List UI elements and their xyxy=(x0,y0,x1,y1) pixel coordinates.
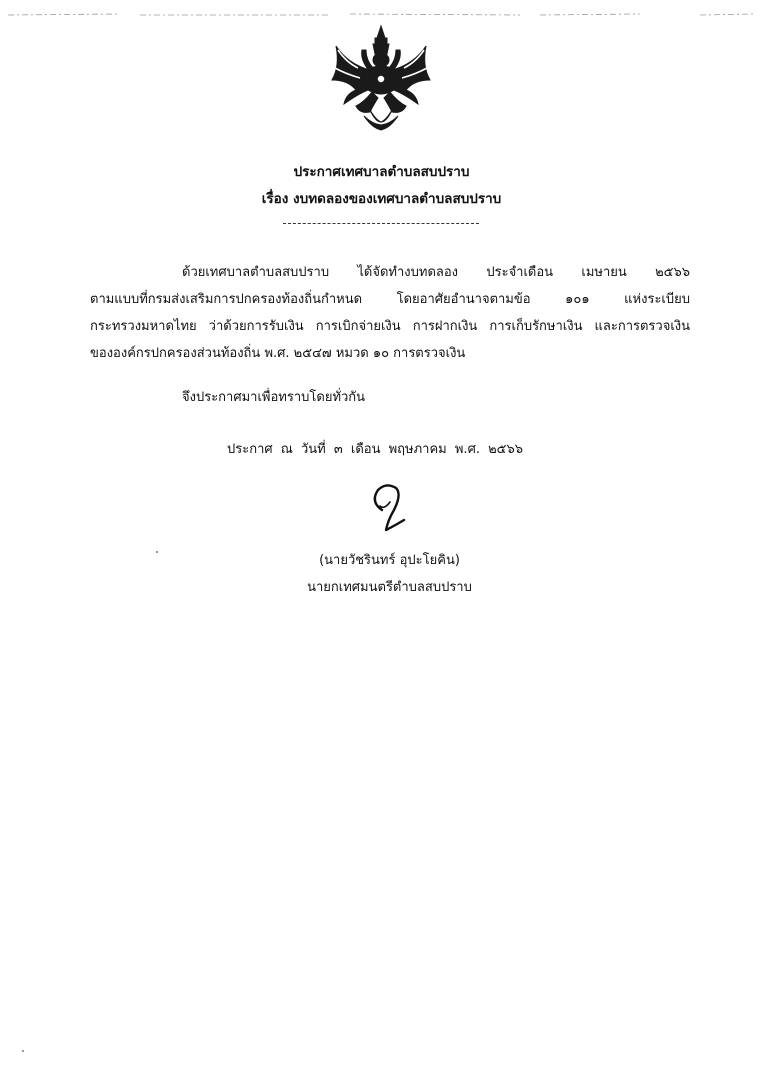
closing-statement: จึงประกาศมาเพื่อทราบโดยทั่วกัน xyxy=(182,390,366,405)
announcement-subject: เรื่อง งบทดลองของเทศบาลตำบลสบปราบ xyxy=(261,191,502,207)
title-divider xyxy=(283,223,479,224)
handwritten-signature xyxy=(364,480,414,540)
garuda-emblem-icon xyxy=(326,24,436,136)
scan-speck xyxy=(156,551,158,553)
signer-name: (นายวัชรินทร์ อุปะโยคิน) xyxy=(319,553,460,568)
body-line: กระทรวงมหาดไทย ว่าด้วยการรับเงิน การเบิกจ่ายเงิน การฝากเงิน การเก็บรักษาเงิน และการตรวจเงิน xyxy=(90,319,690,334)
body-line: ตามแบบที่กรมส่งเสริมการปกครองท้องถิ่นกำหนด โดยอาศัยอำนาจตามข้อ ๑๐๑ แห่งระเบียบ xyxy=(90,292,690,307)
announcement-title: ประกาศเทศบาลตำบลสบปราบ xyxy=(293,164,470,180)
signer-position: นายกเทศมนตรีตำบลสบปราบ xyxy=(307,580,472,595)
body-line: ขององค์กรปกครองส่วนท้องถิ่น พ.ศ. ๒๕๔๗ หมวด ๑๐ การตรวจเงิน xyxy=(90,346,466,361)
body-line: ด้วยเทศบาลตำบลสบปราบ ได้จัดทำงบทดลอง ประจำเดือน เมษายน ๒๕๖๖ xyxy=(182,265,690,280)
scan-edge-artifact xyxy=(0,12,763,18)
announcement-body xyxy=(90,259,690,367)
announcement-date: ประกาศ ณ วันที่ ๓ เดือน พฤษภาคม พ.ศ. ๒๕๖๖ xyxy=(227,442,523,457)
scan-speck xyxy=(22,1050,24,1052)
